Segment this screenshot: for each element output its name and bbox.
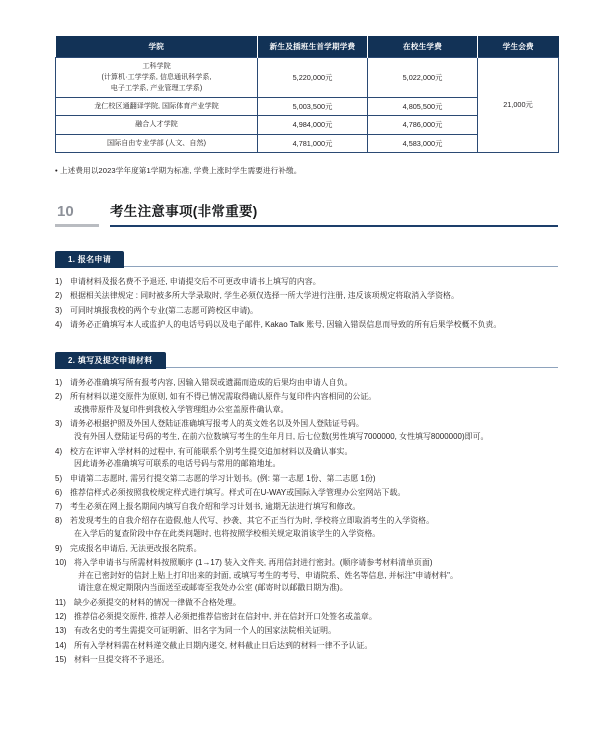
list-item-line: 请注意在规定期限内当面送至或邮寄至我处办公室 (邮寄时以邮戳日期为准)。 bbox=[78, 583, 348, 593]
list-item-line: 请务必根据护照及外国人登陆证准确填写报考人的英文姓名以及外国人登陆证号码。 bbox=[70, 419, 364, 429]
list-item bbox=[55, 377, 558, 390]
list-item bbox=[55, 501, 558, 514]
notice-list-application bbox=[55, 276, 558, 332]
tab-application[interactable]: 1. 报名申请 bbox=[55, 251, 124, 268]
list-item-marker: 11) bbox=[55, 597, 66, 607]
section-heading bbox=[55, 204, 558, 231]
list-item-text: 可同时填报我校的两个专业(第二志愿可跨校区申请)。 bbox=[70, 305, 258, 315]
list-item bbox=[55, 446, 558, 472]
list-item-marker: 1) bbox=[55, 277, 63, 287]
list-item-text: 考生必须在网上报名期间内填写自我介绍和学习计划书, 逾期无法进行填写和修改。 bbox=[70, 502, 361, 512]
column-header-current-student-fee: 在校生学费 bbox=[368, 36, 478, 58]
list-item-text: 缺少必须提交的材料的情况一律做不合格处理。 bbox=[74, 597, 241, 607]
list-item-text: 申请第二志愿时, 需另行提交第二志愿的学习计划书。(例: 第一志愿 1份、第二志愿 1份) bbox=[70, 473, 376, 483]
list-item-line: 请务必准确填写所有报考内容, 因输入错误或遗漏而造成的后果均由申请人自负。 bbox=[70, 378, 353, 388]
section-number-underline bbox=[55, 224, 99, 227]
tuition-fee-table bbox=[55, 36, 559, 153]
list-item-text bbox=[70, 391, 558, 417]
list-item-text: 根据相关法律规定 : 同时被多所大学录取时, 学生必须仅选择一所大学进行注册, 违反该项规定将取消入学资格。 bbox=[70, 291, 459, 301]
list-item-text bbox=[70, 515, 558, 541]
list-item bbox=[55, 557, 558, 595]
list-item-marker: 13) bbox=[55, 626, 67, 636]
cell-new-student-fee: 5,220,000元 bbox=[258, 58, 368, 98]
list-item bbox=[55, 597, 558, 610]
list-item-marker: 5) bbox=[55, 473, 63, 483]
list-item bbox=[55, 515, 558, 541]
column-header-student-union-fee: 学生会费 bbox=[478, 36, 559, 58]
list-item-line: 若发现考生的自我介绍存在造假,他人代写、抄袭、其它不正当行为时, 学校将立即取消考生的入学资格。 bbox=[70, 516, 435, 526]
list-item bbox=[55, 487, 558, 500]
list-item bbox=[55, 319, 558, 332]
list-item-marker: 7) bbox=[55, 502, 63, 512]
list-item-text: 请务必正确填写本人或监护人的电话号码以及电子邮件, Kakao Talk 账号, 因输入错误信息而导致的所有后果学校概不负责。 bbox=[70, 320, 502, 330]
list-item bbox=[55, 290, 558, 303]
table-note: • 上述费用以2023学年度第1学期为标准, 学费上涨时学生需要进行补缴。 bbox=[55, 165, 302, 175]
cell-student-union-fee: 21,000元 bbox=[478, 58, 559, 153]
list-item-text: 推荐信必须提交原件, 推荐人必须把推荐信密封在信封中, 并在信封开口处签名或盖章。 bbox=[74, 612, 377, 622]
list-item bbox=[55, 625, 558, 638]
table-header-row bbox=[56, 36, 559, 58]
list-item-text bbox=[70, 418, 558, 444]
list-item-marker: 4) bbox=[55, 320, 63, 330]
cell-current-student-fee: 4,583,000元 bbox=[368, 134, 478, 152]
list-item-text bbox=[74, 557, 558, 595]
cell-college: 龙仁校区通翻译学院, 国际体育产业学院 bbox=[56, 97, 258, 115]
subsection-materials bbox=[55, 350, 558, 667]
list-item-text: 申请材料及报名费不予退还, 申请提交后不可更改申请书上填写的内容。 bbox=[70, 277, 321, 287]
section-title-block bbox=[110, 204, 558, 231]
list-item-line: 因此请务必准确填写可联系的电话号码与常用的邮箱地址。 bbox=[74, 459, 281, 469]
column-header-college: 学院 bbox=[56, 36, 258, 58]
cell-college: 融合人才学院 bbox=[56, 116, 258, 134]
list-item-marker: 6) bbox=[55, 487, 63, 497]
list-item-marker: 9) bbox=[55, 543, 63, 553]
notice-list-materials bbox=[55, 377, 558, 667]
section-title-underline bbox=[110, 225, 558, 227]
list-item-line: 校方在评审入学材料的过程中, 有可能联系个别考生提交追加材料以及确认事实。 bbox=[70, 446, 353, 456]
fee-table-section bbox=[55, 0, 558, 176]
list-item-line: 没有外国人登陆证号码的考生, 在前六位数填写考生的生年月日, 后七位数(男性填写7000000, 女性填写8000000)即可。 bbox=[74, 432, 489, 442]
list-item-text bbox=[70, 377, 558, 390]
section-number: 10 bbox=[57, 202, 74, 220]
list-item bbox=[55, 611, 558, 624]
list-item bbox=[55, 640, 558, 653]
cell-new-student-fee: 4,781,000元 bbox=[258, 134, 368, 152]
list-item-marker: 2) bbox=[55, 291, 63, 301]
list-item-marker: 8) bbox=[55, 516, 63, 526]
list-item-marker: 14) bbox=[55, 640, 67, 650]
list-item bbox=[55, 276, 558, 289]
list-item bbox=[55, 654, 558, 667]
subsection-tab-row bbox=[55, 350, 558, 367]
cell-current-student-fee: 4,786,000元 bbox=[368, 116, 478, 134]
list-item-text: 推荐信样式必须按照我校规定样式进行填写。样式可在U-WAY或国际入学管理办公室网站下载。 bbox=[70, 487, 406, 497]
list-item-line: 在入学后的复查阶段中存在此类问题时, 也将按照学校相关规定取消该学生的入学资格。 bbox=[74, 529, 381, 539]
list-item-marker: 3) bbox=[55, 305, 63, 315]
list-item-text: 材料一旦提交将不予退还。 bbox=[74, 654, 170, 664]
list-item-marker: 2) bbox=[55, 392, 63, 402]
list-item-marker: 15) bbox=[55, 654, 67, 664]
list-item-marker: 4) bbox=[55, 446, 63, 456]
list-item-line: 所有材料以递交原件为原则, 如有不得已情况需取得确认原件与复印件内容相同的公证。 bbox=[70, 392, 377, 402]
list-item-text: 有改名史的考生需提交可证明新、旧名字为同一个人的国家法院相关证明。 bbox=[74, 626, 337, 636]
list-item-text: 所有入学材料需在材料递交截止日期内递交, 材料截止日后达到的材料一律不予认证。 bbox=[74, 640, 373, 650]
list-item bbox=[55, 391, 558, 417]
subsection-tab-underline bbox=[55, 266, 558, 267]
subsection-application bbox=[55, 249, 558, 332]
list-item-text: 完成报名申请后, 无法更改报名院系。 bbox=[70, 543, 202, 553]
subsection-tab-row bbox=[55, 249, 558, 266]
page-title: 考生注意事项(非常重要) bbox=[110, 203, 258, 219]
list-item-line: 或携带原件及复印件到我校入学管理组办公室盖原件确认章。 bbox=[74, 405, 289, 415]
cell-current-student-fee: 5,022,000元 bbox=[368, 58, 478, 98]
list-item-line: 将入学申请书与所需材料按照顺序 (1→17) 装入文件夹, 再用信封进行密封。(顺序请参考材料清单页面) bbox=[74, 557, 433, 567]
column-header-new-student-fee: 新生及插班生首学期学费 bbox=[258, 36, 368, 58]
list-item-text bbox=[70, 446, 558, 472]
tab-materials[interactable]: 2. 填写及提交申请材料 bbox=[55, 352, 166, 369]
cell-new-student-fee: 5,003,500元 bbox=[258, 97, 368, 115]
section-number-block bbox=[55, 204, 110, 231]
cell-college: 工科学院 (计算机·工学学系, 信息通讯科学系, 电子工学系, 产业管理工学系) bbox=[56, 58, 258, 98]
table-row bbox=[56, 58, 559, 98]
cell-college: 国际自由专业学部 (人文、自然) bbox=[56, 134, 258, 152]
list-item bbox=[55, 418, 558, 444]
list-item-marker: 3) bbox=[55, 419, 63, 429]
list-item-marker: 1) bbox=[55, 378, 63, 388]
list-item bbox=[55, 305, 558, 318]
list-item-line: 并在已密封好的信封上贴上打印出来的封面, 或填写考生的考号、申请院系、姓名等信息, 并标注"申请材料"。 bbox=[78, 570, 458, 580]
list-item-marker: 12) bbox=[55, 612, 67, 622]
list-item bbox=[55, 473, 558, 486]
cell-current-student-fee: 4,805,500元 bbox=[368, 97, 478, 115]
list-item-marker: 10) bbox=[55, 557, 67, 567]
list-item bbox=[55, 543, 558, 556]
cell-new-student-fee: 4,984,000元 bbox=[258, 116, 368, 134]
